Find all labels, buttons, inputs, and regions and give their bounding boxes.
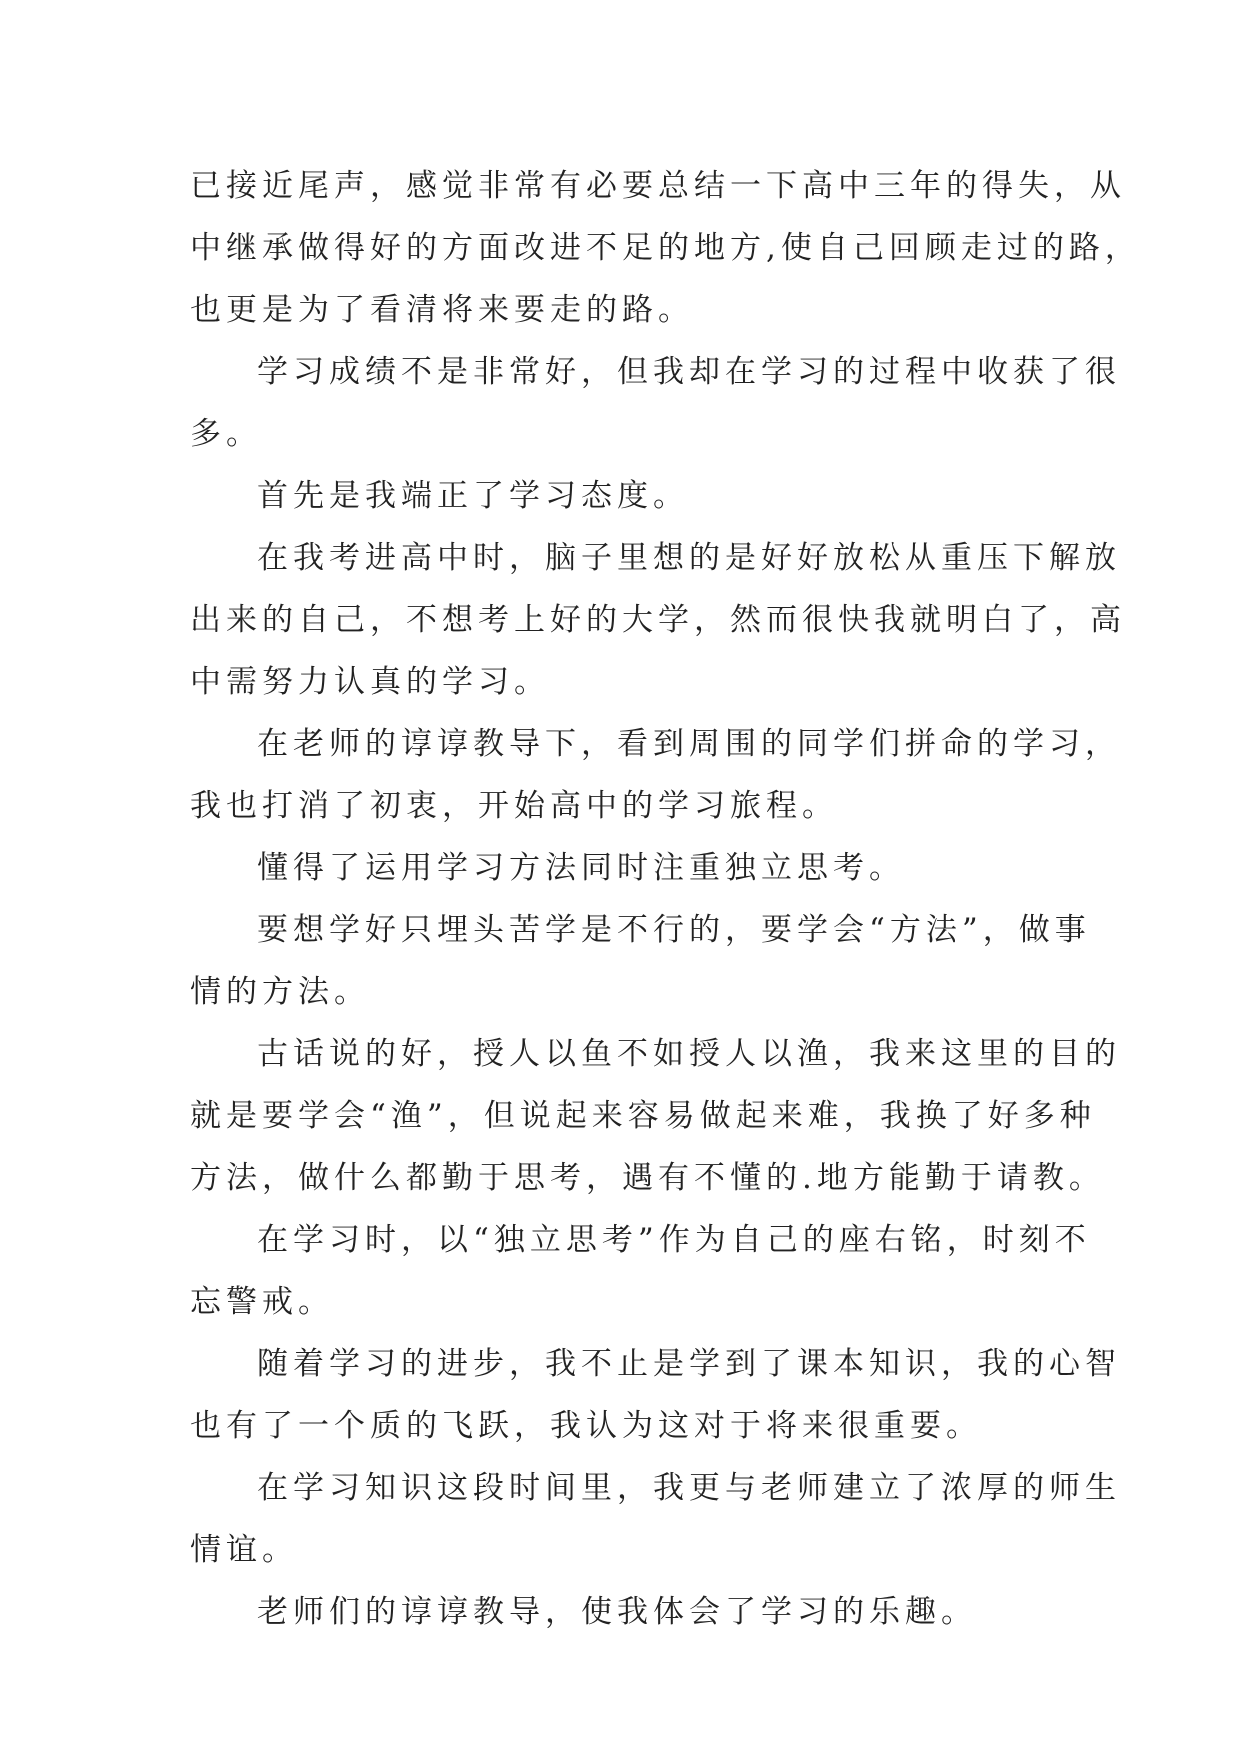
text-line-19: 忘警戒。 xyxy=(190,1284,334,1320)
text-line-3: 也更是为了看清将来要走的路。 xyxy=(190,292,694,328)
text-line-17: 方法，做什么都勤于思考，遇有不懂的.地方能勤于请教。 xyxy=(190,1160,1105,1196)
text-line-4: 学习成绩不是非常好，但我却在学习的过程中收获了很 xyxy=(257,354,1121,390)
text-line-14: 情的方法。 xyxy=(190,974,370,1010)
text-line-15: 古话说的好，授人以鱼不如授人以渔，我来这里的目的 xyxy=(257,1036,1121,1072)
document-body xyxy=(190,155,1141,1643)
text-line-18: 在学习时，以“独立思考”作为自己的座右铭，时刻不 xyxy=(257,1222,1091,1258)
text-line-7: 在我考进高中时，脑子里想的是好好放松从重压下解放 xyxy=(257,540,1121,576)
text-line-8: 出来的自己，不想考上好的大学，然而很快我就明白了，高 xyxy=(190,602,1126,638)
text-line-24: 老师们的谆谆教导，使我体会了学习的乐趣。 xyxy=(257,1594,977,1630)
text-line-2: 中继承做得好的方面改进不足的地方,使自己回顾走过的路， xyxy=(190,230,1141,266)
text-line-20: 随着学习的进步，我不止是学到了课本知识，我的心智 xyxy=(257,1346,1121,1382)
text-line-11: 我也打消了初衷，开始高中的学习旅程。 xyxy=(190,788,838,824)
text-line-6: 首先是我端正了学习态度。 xyxy=(257,478,689,514)
text-line-16: 就是要学会“渔”，但说起来容易做起来难，我换了好多种 xyxy=(190,1098,1096,1134)
text-line-10: 在老师的谆谆教导下，看到周围的同学们拼命的学习， xyxy=(257,726,1121,762)
text-line-12: 懂得了运用学习方法同时注重独立思考。 xyxy=(257,850,905,886)
text-line-9: 中需努力认真的学习。 xyxy=(190,664,550,700)
text-line-5: 多。 xyxy=(190,416,262,452)
text-line-23: 情谊。 xyxy=(190,1532,298,1568)
text-line-13: 要想学好只埋头苦学是不行的，要学会“方法”，做事 xyxy=(257,912,1091,948)
text-line-22: 在学习知识这段时间里，我更与老师建立了浓厚的师生 xyxy=(257,1470,1121,1506)
text-line-1: 已接近尾声，感觉非常有必要总结一下高中三年的得失，从 xyxy=(190,168,1126,204)
text-line-21: 也有了一个质的飞跃，我认为这对于将来很重要。 xyxy=(190,1408,982,1444)
